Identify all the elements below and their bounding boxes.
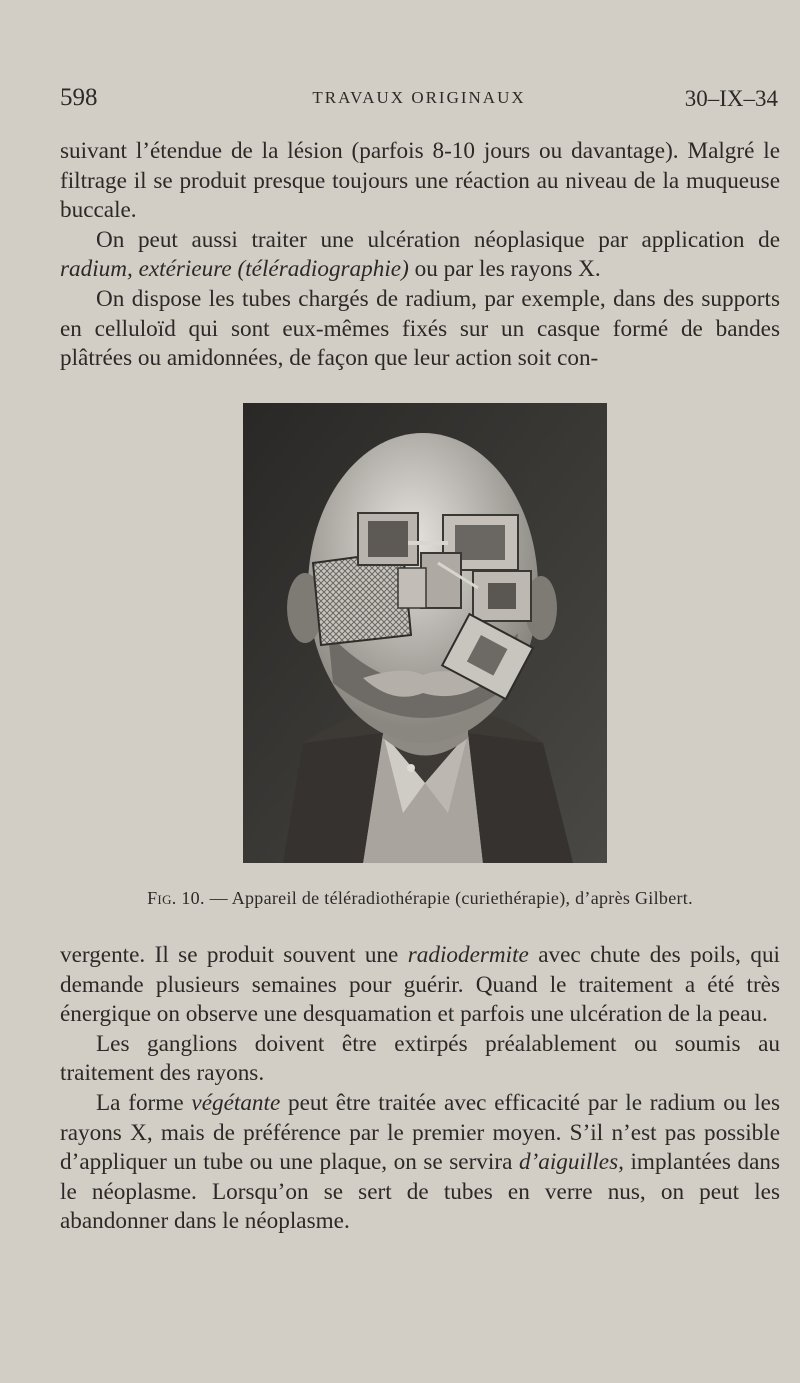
figure-number: 10. xyxy=(181,888,205,908)
paragraph xyxy=(60,226,780,285)
paragraph xyxy=(60,1089,780,1237)
page-number: 598 xyxy=(60,84,98,111)
text-run: La forme xyxy=(96,1089,192,1116)
italic-term: d’aiguilles, xyxy=(518,1149,624,1176)
paragraph: Les ganglions doivent être extirpés préalablement ou soumis au traitement des rayons. xyxy=(60,1030,780,1087)
italic-term: radiodermite xyxy=(407,942,529,968)
text-run: avec chute des poils, qui demande plusieurs semaines pour guérir. Quand le traitement a été très énergique on observe une desquamation et parfois une ulcération de la peau. xyxy=(60,942,780,1028)
paragraph: On dispose les tubes chargés de radium, par exemple, dans des supports en celluloïd qui sont eux-mêmes fixés sur un casque formé de bandes plâtrées ou amidonnées, de façon que leur action soit con- xyxy=(60,285,780,372)
running-header xyxy=(60,84,778,114)
figure-caption xyxy=(60,888,780,909)
running-title: TRAVAUX ORIGINAUX xyxy=(312,88,526,107)
text-run: peut être traitée avec efficacité par le radium ou les rayons X, mais de préférence par le premier moyen. S’il n’est pas possible d’appliquer un tube ou une plaque, on se servira xyxy=(60,1089,780,1176)
text-run: On peut aussi traiter une ulcération néoplasique par application de xyxy=(96,226,780,253)
issue-date: 30–IX–34 xyxy=(684,86,778,111)
italic-term: végétante xyxy=(191,1089,281,1116)
text-block-top xyxy=(60,137,780,374)
figure-label: Fig. xyxy=(147,888,177,908)
paragraph xyxy=(60,941,780,1030)
patient-photo-illustration xyxy=(243,403,607,863)
text-run: ou par les rayons X. xyxy=(408,256,601,283)
caption-text: — Appareil de téléradiothérapie (curiethérapie), d’après Gilbert. xyxy=(209,888,693,908)
text-run: vergente. Il se produit souvent une xyxy=(60,942,408,968)
italic-term: radium, extérieure (téléradiographie) xyxy=(60,256,409,283)
text-run: implantées dans le néoplasme. Lorsqu’on se sert de tubes en verre nus, on peut les abandonner dans le néoplasme. xyxy=(60,1149,781,1235)
paragraph: suivant l’étendue de la lésion (parfois 8-10 jours ou davantage). Malgré le filtrage il se produit presque toujours une réaction au niveau de la muqueuse buccale. xyxy=(60,138,780,224)
figure-photograph xyxy=(243,403,607,863)
text-block-bottom xyxy=(60,941,780,1237)
